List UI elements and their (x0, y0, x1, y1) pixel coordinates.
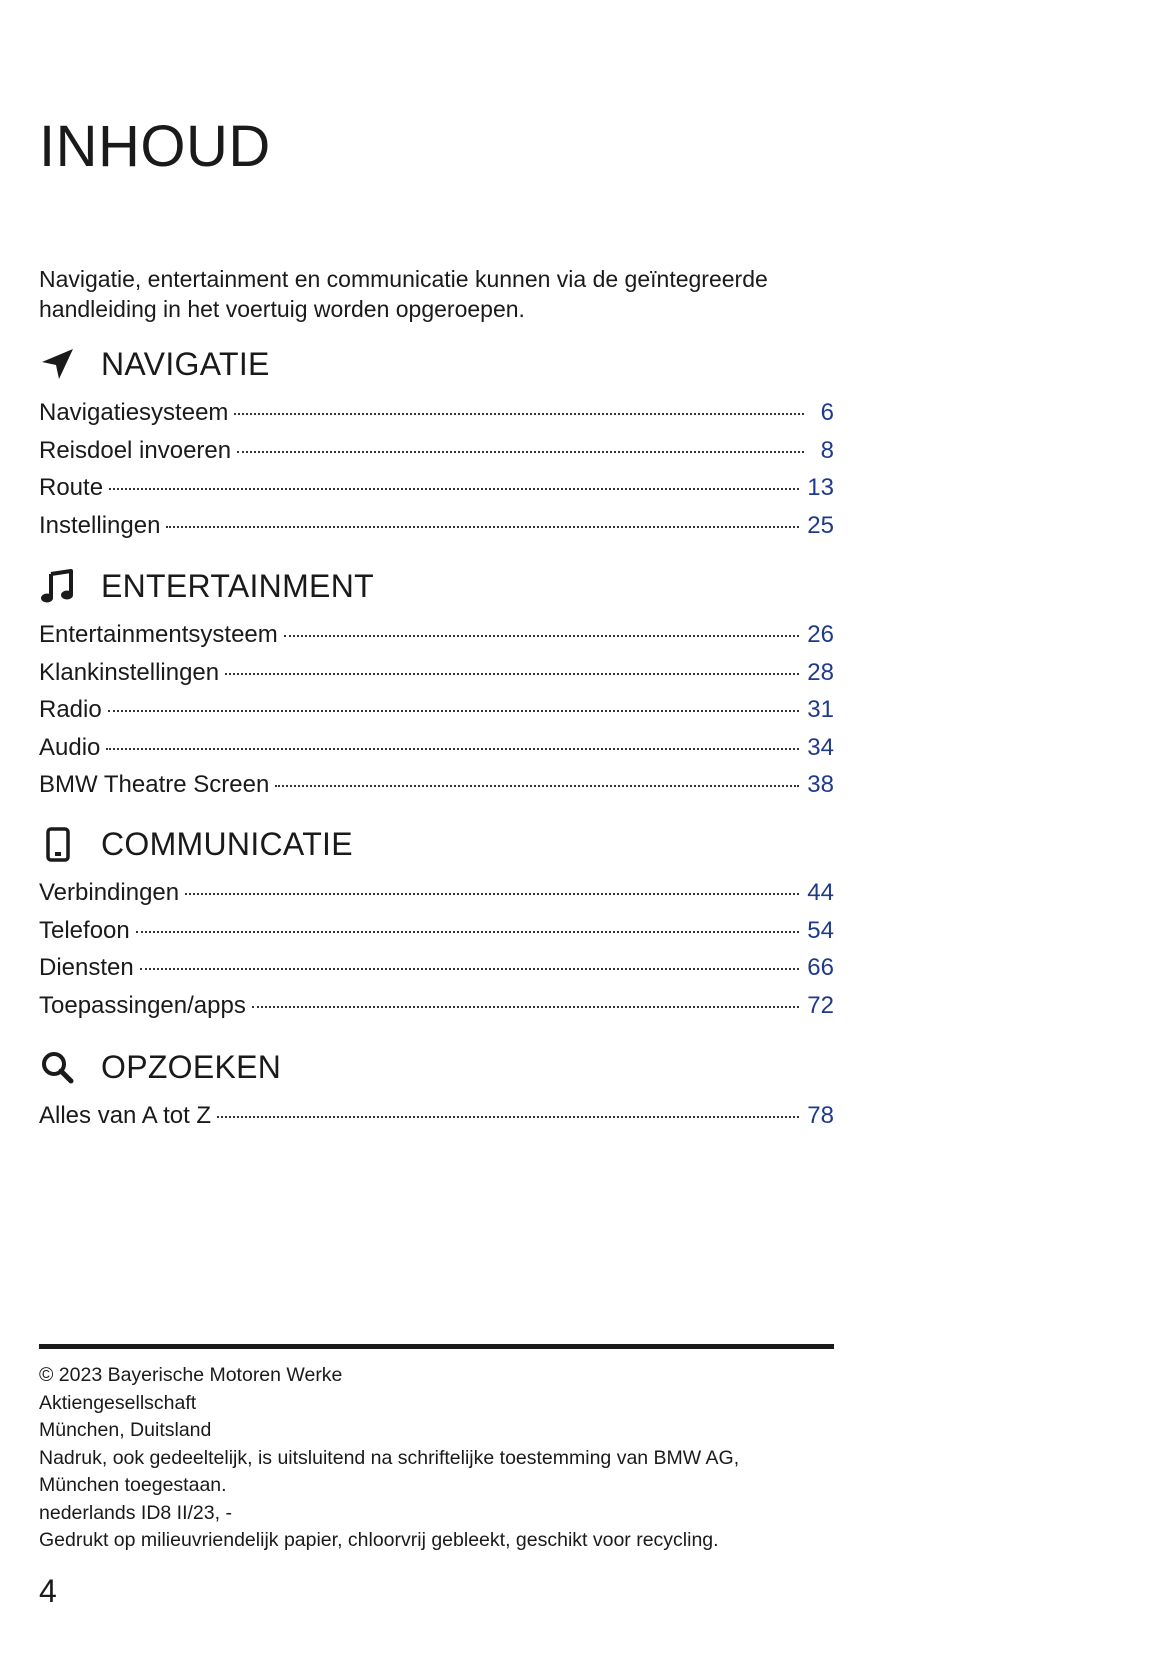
intro-line-1: Navigatie, entertainment en communicatie kunnen via de geïntegreerde (39, 266, 768, 292)
section-title: NAVIGATIE (101, 346, 270, 382)
intro-line-2: handleiding in het voertuig worden opgeroepen. (39, 296, 525, 322)
toc-page-link[interactable]: 44 (807, 879, 834, 906)
toc-page-link[interactable]: 66 (807, 954, 834, 981)
dot-leader (166, 526, 799, 528)
toc-entry-route[interactable] (39, 469, 834, 507)
toc-entry-label: Telefoon (39, 916, 130, 944)
section-navigatie (39, 342, 834, 544)
toc-entry-telefoon[interactable] (39, 912, 834, 950)
section-header (39, 822, 834, 866)
dot-leader (106, 748, 799, 750)
section-entertainment (39, 564, 834, 804)
toc-entry-navigatiesysteem[interactable] (39, 394, 834, 432)
toc-page-link[interactable]: 25 (807, 511, 834, 539)
toc-entry-klankinstellingen[interactable] (39, 654, 834, 692)
toc-entry-label: Audio (39, 733, 101, 761)
toc-entry-label: BMW Theatre Screen (39, 771, 270, 798)
toc-page-link[interactable]: 28 (807, 658, 834, 686)
dot-leader (275, 785, 799, 787)
toc-entry-entertainmentsysteem[interactable] (39, 616, 834, 654)
dot-leader (237, 451, 804, 453)
toc-entry-radio[interactable] (39, 691, 834, 729)
section-opzoeken (39, 1045, 834, 1135)
dot-leader (108, 710, 800, 712)
toc-page-link[interactable]: 31 (807, 696, 834, 723)
imprint (39, 1362, 839, 1555)
imprint-line: nederlands ID8 II/23, - (39, 1501, 232, 1524)
toc-entry-label: Verbindingen (39, 879, 180, 906)
toc-entry-toepassingen-apps[interactable] (39, 987, 834, 1025)
toc-entry-label: Route (39, 474, 104, 501)
toc-page-link[interactable]: 38 (807, 771, 834, 798)
toc-page-link[interactable]: 54 (807, 916, 834, 944)
page-number: 4 (39, 1573, 57, 1609)
dot-leader (284, 635, 800, 637)
toc-entry-label: Diensten (39, 954, 134, 981)
toc-entry-label: Instellingen (39, 511, 161, 539)
toc-page-link[interactable]: 26 (807, 621, 834, 648)
imprint-line: © 2023 Bayerische Motoren Werke (39, 1364, 343, 1386)
imprint-line: München toegestaan. (39, 1474, 227, 1496)
dot-leader (109, 488, 799, 490)
dot-leader (234, 413, 804, 415)
imprint-line: Gedrukt op milieuvriendelijk papier, chloorvrij gebleekt, geschikt voor recycling. (39, 1529, 719, 1551)
dot-leader (140, 968, 800, 970)
toc-entry-label: Radio (39, 696, 102, 723)
section-title: OPZOEKEN (101, 1049, 282, 1085)
page-title: INHOUD (39, 114, 271, 179)
toc-entry-label: Klankinstellingen (39, 658, 220, 686)
toc-entry-reisdoel-invoeren[interactable] (39, 432, 834, 470)
imprint-line: Nadruk, ook gedeeltelijk, is uitsluitend na schriftelijke toestemming van BMW AG, (39, 1446, 740, 1469)
section-communicatie (39, 822, 834, 1024)
section-title: COMMUNICATIE (101, 826, 353, 862)
music-note-icon (39, 564, 83, 608)
toc-entry-label: Toepassingen/apps (39, 991, 246, 1019)
toc-entry-instellingen[interactable] (39, 507, 834, 545)
dot-leader (225, 673, 799, 675)
toc-entry-audio[interactable] (39, 729, 834, 767)
toc-page-link[interactable]: 6 (820, 399, 834, 426)
dot-leader (252, 1006, 799, 1008)
toc-entry-label: Alles van A tot Z (39, 1102, 212, 1129)
toc-entry-label: Reisdoel invoeren (39, 436, 232, 464)
section-header (39, 564, 834, 608)
section-title: ENTERTAINMENT (101, 568, 374, 604)
toc-page-link[interactable]: 8 (820, 436, 834, 464)
toc-entry-bmw-theatre-screen[interactable] (39, 766, 834, 804)
dot-leader (217, 1116, 799, 1118)
toc-page-link[interactable]: 72 (807, 991, 834, 1019)
toc-entry-alles-van-a-tot-z[interactable] (39, 1097, 834, 1135)
navigation-arrow-icon (39, 342, 83, 386)
toc-entry-diensten[interactable] (39, 949, 834, 987)
toc-page-link[interactable]: 78 (807, 1102, 834, 1129)
imprint-line: Aktiengesellschaft (39, 1391, 197, 1414)
toc-entry-label: Navigatiesysteem (39, 399, 229, 426)
dot-leader (136, 931, 800, 933)
section-header (39, 1045, 834, 1089)
dot-leader (185, 893, 799, 895)
footer-divider (39, 1344, 834, 1349)
intro-text (39, 264, 839, 324)
search-icon (39, 1045, 83, 1089)
section-header (39, 342, 834, 386)
toc-entry-verbindingen[interactable] (39, 874, 834, 912)
toc-entry-label: Entertainmentsysteem (39, 621, 278, 648)
imprint-line: München, Duitsland (39, 1419, 212, 1441)
phone-icon (39, 822, 83, 866)
toc-page-link[interactable]: 34 (807, 733, 834, 761)
toc-page-link[interactable]: 13 (807, 474, 834, 501)
